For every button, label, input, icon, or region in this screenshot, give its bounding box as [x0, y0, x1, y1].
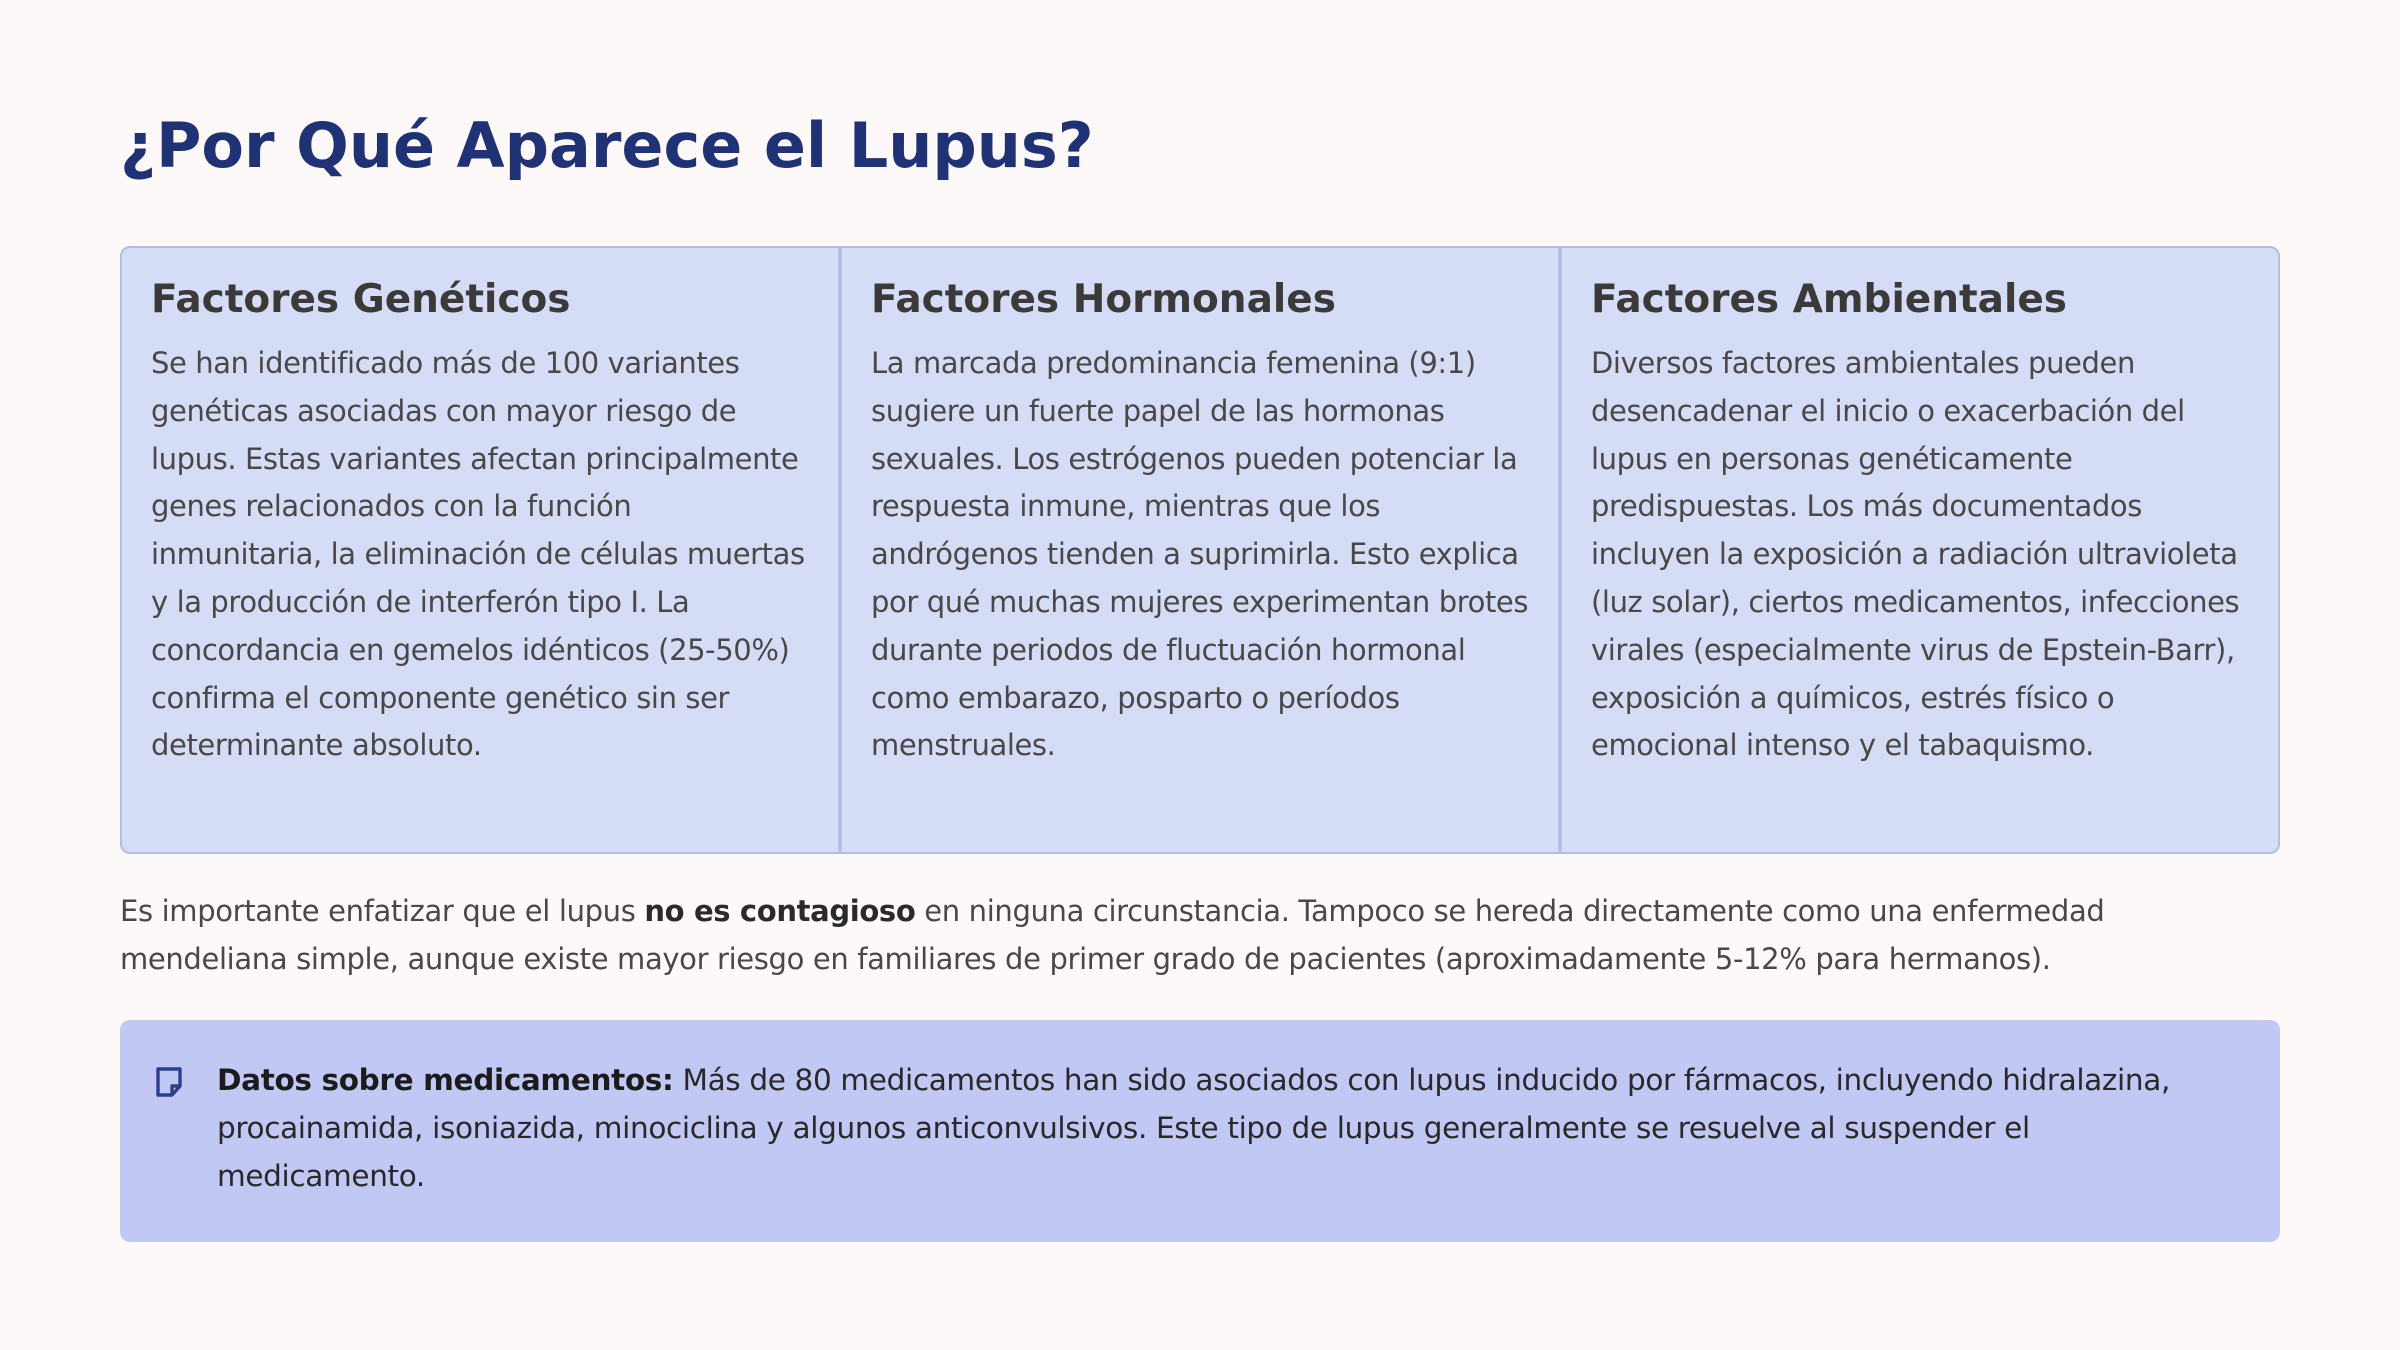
card-title: Factores Hormonales [871, 277, 1336, 322]
factor-cards [120, 246, 2280, 854]
contagion-note [120, 888, 2280, 984]
note-emphasis: no es contagioso [644, 894, 916, 928]
card-genetic-factors [122, 248, 838, 852]
card-title: Factores Ambientales [1591, 277, 2068, 322]
callout-label: Datos sobre medicamentos: [217, 1063, 674, 1097]
note-text-before: Es importante enfatizar que el lupus [120, 894, 645, 928]
card-hormonal-factors [838, 248, 1558, 852]
card-title: Factores Genéticos [151, 277, 571, 322]
page-title: ¿Por Qué Aparece el Lupus? [120, 109, 1094, 182]
callout-text [217, 1057, 2230, 1200]
note-text-after: en ninguna circunstancia. Tampoco se hereda directamente como una enfermedad mendeliana simple, aunque existe mayor riesgo en familiares de primer grado de pacientes (aproximadamente 5-12% para hermanos). [120, 894, 2105, 976]
medication-callout [120, 1020, 2280, 1242]
card-text: La marcada predominancia femenina (9:1) sugiere un fuerte papel de las hormonas sexuales. Los estrógenos pueden potenciar la respuesta inmune, mientras que los andrógenos tienden a suprimirla. Esto explica por qué muchas mujeres experimentan brotes durante periodos de fluctuación hormonal como embarazo, posparto o períodos menstruales. [871, 346, 1529, 763]
callout-body: Más de 80 medicamentos han sido asociados con lupus inducido por fármacos, incluyendo hidralazina, procainamida, isoniazida, minociclina y algunos anticonvulsivos. Este tipo de lupus generalmente se resuelve al suspender el medicamento. [217, 1063, 2170, 1193]
card-text: Se han identificado más de 100 variantes genéticas asociadas con mayor riesgo de lupus. Estas variantes afectan principalmente genes relacionados con la función inmunitaria, la eliminación de células muertas y la producción de interferón tipo I. La concordancia en gemelos idénticos (25-50%) confirma el componente genético sin ser determinante absoluto. [151, 346, 805, 763]
card-text: Diversos factores ambientales pueden desencadenar el inicio o exacerbación del lupus en personas genéticamente predispuestas. Los más documentados incluyen la exposición a radiación ultravioleta (luz solar), ciertos medicamentos, infecciones virales (especialmente virus de Epstein-Barr), exposición a químicos, estrés físico o emocional intenso y el tabaquismo. [1591, 346, 2240, 763]
note-icon [154, 1066, 184, 1098]
card-environmental-factors [1558, 248, 2278, 852]
slide [120, 0, 2280, 1350]
